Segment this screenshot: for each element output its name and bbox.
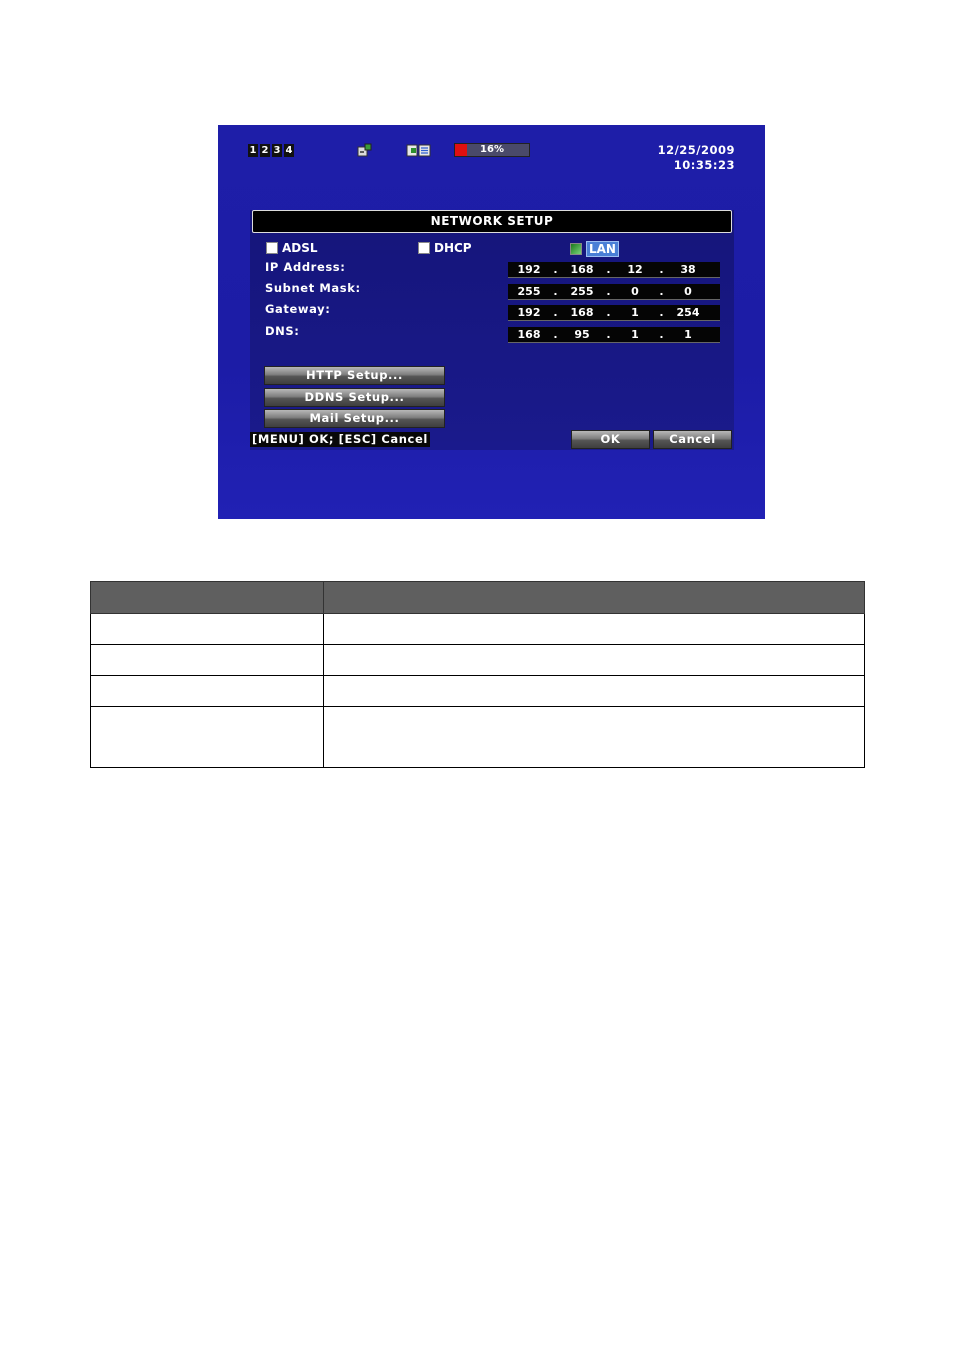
- adsl-checkbox[interactable]: [266, 242, 278, 254]
- adsl-label: ADSL: [282, 241, 318, 255]
- dhcp-checkbox[interactable]: [418, 242, 430, 254]
- channel-indicator: [248, 144, 294, 157]
- network-status-icon: [357, 143, 372, 158]
- ddns-setup-button[interactable]: DDNS Setup...: [264, 388, 445, 407]
- ip-address-label: IP Address:: [265, 260, 346, 274]
- dot-separator: .: [659, 328, 664, 341]
- dns-octet[interactable]: 1: [684, 328, 692, 341]
- network-setup-dialog: [250, 210, 734, 450]
- table-row: [91, 614, 865, 645]
- dns-octet[interactable]: 1: [631, 328, 639, 341]
- lan-label: LAN: [586, 241, 619, 257]
- dns-octet[interactable]: 168: [517, 328, 541, 341]
- ip-octet[interactable]: 38: [680, 263, 696, 276]
- table-cell: [91, 614, 324, 645]
- dvr-screen: [218, 125, 765, 519]
- dot-separator: .: [606, 263, 611, 276]
- subnet-octet[interactable]: 255: [517, 285, 541, 298]
- backup-icon: [406, 143, 432, 158]
- dns-octet[interactable]: 95: [574, 328, 590, 341]
- subnet-octet[interactable]: 0: [631, 285, 639, 298]
- ip-address-field[interactable]: [508, 262, 720, 278]
- cancel-button[interactable]: Cancel: [653, 430, 732, 449]
- ip-octet[interactable]: 12: [627, 263, 643, 276]
- subnet-mask-label: Subnet Mask:: [265, 281, 361, 295]
- ip-octet[interactable]: 168: [570, 263, 594, 276]
- dot-separator: .: [606, 306, 611, 319]
- time-text: 10:35:23: [673, 158, 735, 172]
- dot-separator: .: [553, 263, 558, 276]
- gateway-octet[interactable]: 168: [570, 306, 594, 319]
- gateway-label: Gateway:: [265, 302, 331, 316]
- table-header-cell: [324, 582, 865, 614]
- date-text: 12/25/2009: [657, 143, 735, 157]
- dot-separator: .: [659, 306, 664, 319]
- gateway-octet[interactable]: 254: [676, 306, 700, 319]
- table-row: [91, 707, 865, 768]
- table-cell: [91, 676, 324, 707]
- datetime-display: [658, 143, 735, 173]
- disk-usage-label: 16%: [480, 144, 504, 155]
- dot-separator: .: [659, 285, 664, 298]
- table-cell: [91, 645, 324, 676]
- channel-1[interactable]: 1: [249, 145, 257, 156]
- subnet-octet[interactable]: 255: [570, 285, 594, 298]
- table-header-row: [91, 582, 865, 614]
- lan-checkbox[interactable]: [570, 243, 582, 255]
- ip-octet[interactable]: 192: [517, 263, 541, 276]
- dhcp-label: DHCP: [434, 241, 472, 255]
- gateway-field[interactable]: [508, 305, 720, 321]
- key-hint: [MENU] OK; [ESC] Cancel: [252, 432, 428, 446]
- dot-separator: .: [606, 328, 611, 341]
- description-table: [90, 581, 865, 768]
- table-header-cell: [91, 582, 324, 614]
- disk-usage-bar: [454, 143, 530, 157]
- subnet-mask-field[interactable]: [508, 284, 720, 300]
- table-cell: [91, 707, 324, 768]
- dot-separator: .: [553, 306, 558, 319]
- dns-label: DNS:: [265, 324, 300, 338]
- dot-separator: .: [553, 285, 558, 298]
- option-adsl[interactable]: [266, 241, 318, 255]
- table-cell: [324, 614, 865, 645]
- gateway-octet[interactable]: 192: [517, 306, 541, 319]
- table-cell: [324, 645, 865, 676]
- table-row: [91, 676, 865, 707]
- table-cell: [324, 676, 865, 707]
- ok-button[interactable]: OK: [571, 430, 650, 449]
- option-lan[interactable]: [570, 241, 619, 257]
- gateway-octet[interactable]: 1: [631, 306, 639, 319]
- dot-separator: .: [606, 285, 611, 298]
- channel-3[interactable]: 3: [273, 145, 281, 156]
- mail-setup-button[interactable]: Mail Setup...: [264, 409, 445, 428]
- dialog-title: NETWORK SETUP: [252, 210, 732, 233]
- option-dhcp[interactable]: [418, 241, 472, 255]
- table-cell: [324, 707, 865, 768]
- channel-2[interactable]: 2: [261, 145, 269, 156]
- channel-4[interactable]: 4: [285, 145, 293, 156]
- subnet-octet[interactable]: 0: [684, 285, 692, 298]
- table-row: [91, 645, 865, 676]
- dns-field[interactable]: [508, 327, 720, 343]
- dot-separator: .: [553, 328, 558, 341]
- dot-separator: .: [659, 263, 664, 276]
- http-setup-button[interactable]: HTTP Setup...: [264, 366, 445, 385]
